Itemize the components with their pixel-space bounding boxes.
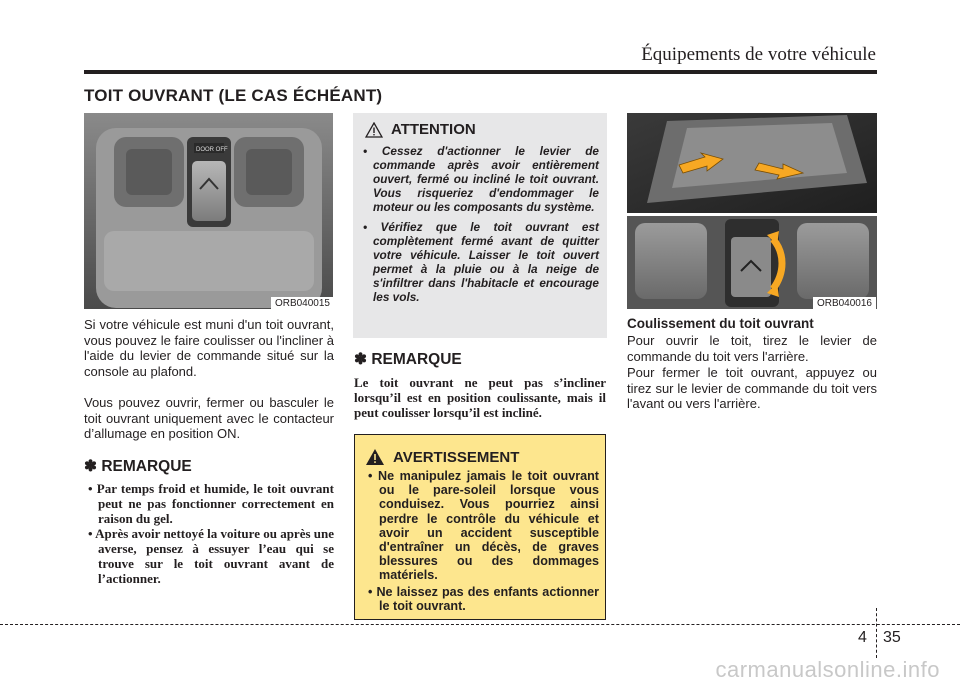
- warning-heading: [365, 448, 519, 466]
- close-paragraph: Pour fermer le toit ouvrant, appuyez ou tirez sur le levier de commande du toit vers l'avant ou vers l'arrière.: [627, 365, 877, 411]
- footer-rule: [0, 624, 960, 625]
- remark-left-title: REMARQUE: [101, 458, 192, 475]
- remark-left: [84, 457, 334, 586]
- warning-item: • Ne laissez pas des enfants actionner le toit ouvrant.: [368, 584, 599, 613]
- attention-list: [359, 144, 599, 310]
- watermark: carmanualsonline.info: [715, 657, 940, 682]
- overhead-console-photo: [84, 113, 333, 309]
- attention-heading: [365, 121, 476, 138]
- page-divider: [876, 608, 877, 658]
- warning-list: [363, 469, 599, 615]
- attention-item: • Vérifiez que le toit ouvrant est complètement fermé avant de quitter votre véhicule. Laisser le toit ouvert permet à la pluie ou à la neige de s'infiltrer dans l'habitacle et encourage les vols.: [363, 220, 599, 304]
- photo-caption-left: ORB040015: [271, 297, 334, 310]
- overhead-console-illustration: [84, 113, 333, 309]
- chapter-number: 4: [858, 629, 867, 646]
- intro-paragraph: Si votre véhicule est muni d'un toit ouvrant, vous pouvez le faire coulisser ou l'incliner à l'aide du levier de commande situé sur la console au plafond.: [84, 317, 334, 379]
- remark-left-list: [84, 481, 334, 586]
- attention-item: • Cessez d'actionner le levier de commande après avoir entièrement ouvert, fermé ou incliné le toit ouvrant. Vous risqueriez d'endommager le moteur ou les composants du système.: [363, 144, 599, 214]
- warning-box: [354, 434, 606, 620]
- remark-left-item: • Par temps froid et humide, le toit ouvrant peut ne pas fonctionner correctement en raison du gel.: [88, 481, 334, 526]
- remark-middle-text: Le toit ouvrant ne peut pas s’incliner lorsqu’il est en position coulissante, mais il peut coulisser lorsqu’il est incliné.: [354, 375, 606, 420]
- sunroof-illustration: [627, 113, 877, 309]
- open-paragraph: Pour ouvrir le toit, tirez le levier de commande du toit vers l'arrière.: [627, 333, 877, 364]
- attention-box: [353, 113, 607, 338]
- page-number: 35: [883, 629, 901, 646]
- remark-middle-heading: [354, 350, 606, 369]
- chapter-header-title: Équipements de votre véhicule: [641, 44, 876, 65]
- photo-caption-right: ORB040016: [813, 297, 876, 310]
- attention-title: ATTENTION: [391, 121, 476, 138]
- asterisk-icon: ✽: [354, 351, 367, 368]
- caution-triangle-icon: [365, 122, 383, 138]
- asterisk-icon: ✽: [84, 458, 97, 475]
- header-rule: [84, 70, 877, 74]
- warning-title: AVERTISSEMENT: [393, 448, 520, 466]
- sunroof-photo: [627, 113, 877, 309]
- remark-left-item: • Après avoir nettoyé la voiture ou après une averse, pensez à essuyer l’eau qui se trouve sur le toit ouvrant avant de l’actionner.: [88, 526, 335, 586]
- door-off-label: DOOR OFF: [196, 147, 228, 153]
- remark-middle-title: REMARQUE: [371, 351, 462, 368]
- warning-item: • Ne manipulez jamais le toit ouvrant ou le pare-soleil lorsque vous conduisez. Vous pourriez ainsi perdre le contrôle du véhicule et avoir un accident susceptible d'entraîner un décès, de graves blessures ou des dommages matériels.: [368, 469, 599, 583]
- section-title: TOIT OUVRANT (LE CAS ÉCHÉANT): [84, 86, 383, 105]
- warning-triangle-icon: [365, 448, 385, 466]
- remark-left-heading: [84, 457, 334, 476]
- subheading: Coulissement du toit ouvrant: [627, 316, 814, 331]
- ignition-paragraph: Vous pouvez ouvrir, fermer ou basculer le toit ouvrant uniquement avec le contacteur d’allumage en position ON.: [84, 395, 334, 441]
- remark-middle: [354, 350, 606, 420]
